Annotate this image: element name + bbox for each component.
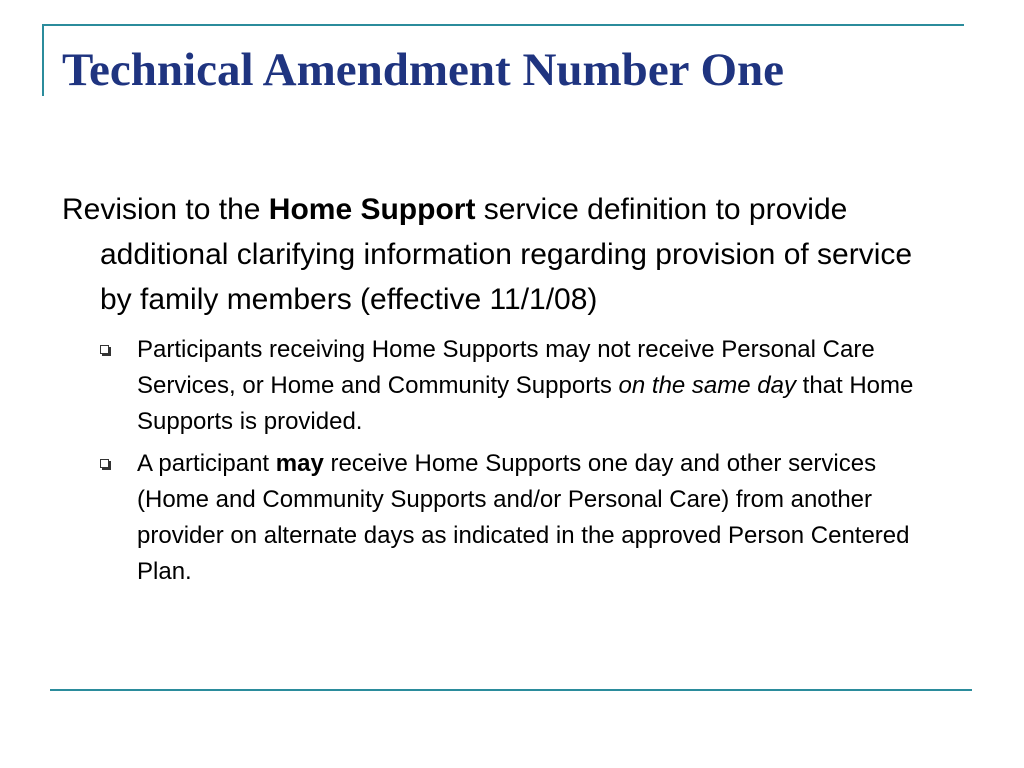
square-bullet-icon <box>100 459 109 468</box>
sub-bullet-item <box>62 332 942 440</box>
main-point <box>62 187 942 322</box>
main-point-text-before: Revision to the <box>62 193 269 226</box>
sub-bullet-text-before: Participants receiving Home Supports may not receive Personal Care Services, or Home and Community Supports <box>137 336 875 399</box>
sub-bullet-italic-emphasis: on the same day <box>618 372 796 399</box>
sub-bullet-text <box>137 336 913 435</box>
sub-bullet-text-after: receive Home Supports one day and other services (Home and Community Supports and/or Personal Care) from another provider on alternate days as indicated in the approved Person Centered Plan. <box>137 450 910 585</box>
sub-bullet-list <box>62 332 942 590</box>
main-point-bold-term: Home Support <box>268 193 476 226</box>
slide-title: Technical Amendment Number One <box>62 44 785 96</box>
main-point-text-after: service definition to provide additional clarifying information regarding provision of service by family members (effective 11/1/08) <box>100 193 913 316</box>
sub-bullet-text-after: that Home Supports is provided. <box>137 372 914 435</box>
square-bullet-icon <box>100 345 109 354</box>
sub-bullet-bold-emphasis: may <box>275 450 324 477</box>
sub-bullet-item <box>62 446 942 590</box>
title-frame-top-rule <box>42 24 964 26</box>
sub-bullet-text-before: A participant <box>137 450 276 477</box>
title-frame-left-rule <box>42 24 44 96</box>
slide-body <box>62 187 942 596</box>
footer-rule <box>50 689 972 691</box>
sub-bullet-text <box>137 450 910 585</box>
